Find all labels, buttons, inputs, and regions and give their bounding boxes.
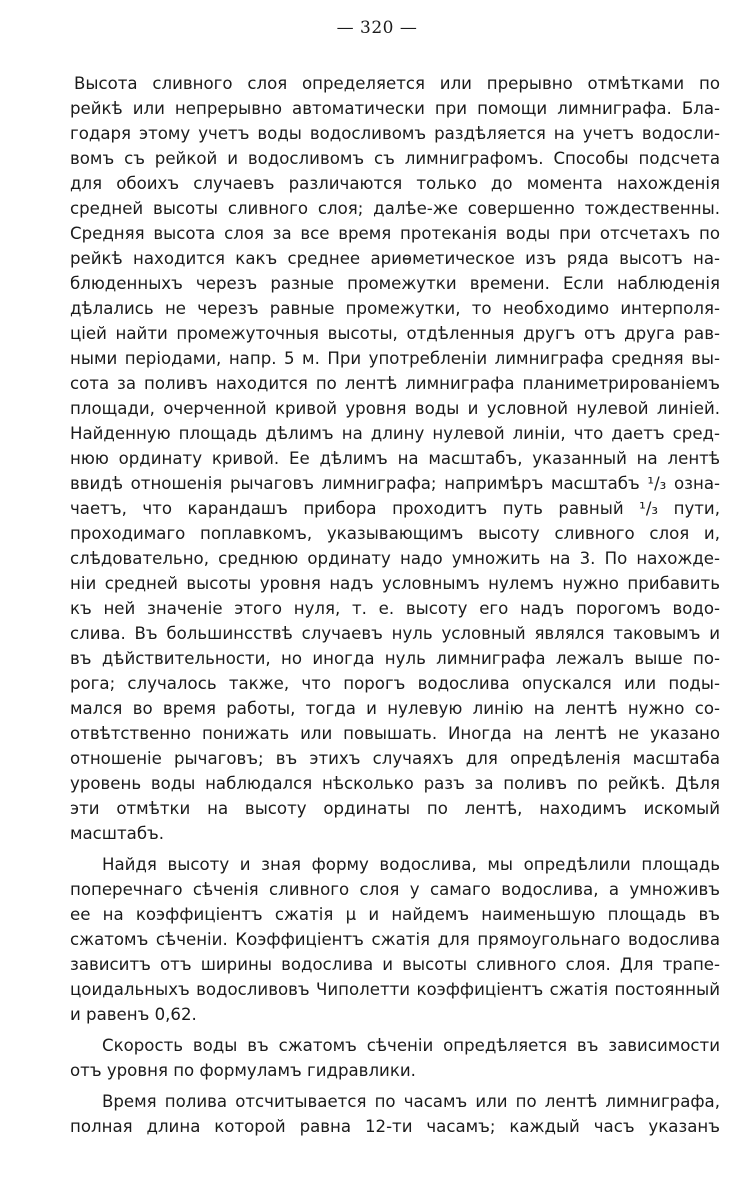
text-line: Скорость воды въ сжатомъ сѣченіи опредѣляется въ зависимости bbox=[102, 1036, 720, 1055]
text-line: масштабъ. bbox=[70, 824, 165, 843]
text-line: блюденныхъ черезъ разные промежутки времени. Если наблюденія bbox=[70, 274, 720, 293]
text-line: цоидальныхъ водосливовъ Чиполетти коэффиціентъ сжатія постоянный bbox=[70, 980, 720, 999]
text-line: ніи средней высоты уровня надъ условнымъ нулемъ нужно прибавить bbox=[70, 574, 720, 593]
text-line: и равенъ 0,62. bbox=[70, 1005, 197, 1024]
text-line: отъ уровня по формуламъ гидравлики. bbox=[70, 1061, 416, 1080]
text-line: отношеніе рычаговъ; въ этихъ случаяхъ для опредѣленія масштаба bbox=[70, 749, 720, 768]
text-line: уровень воды наблюдался нѣсколько разъ за поливъ по рейкѣ. Дѣля bbox=[70, 774, 720, 793]
text-line: Высота сливного слоя определяется или прерывно отмѣтками по bbox=[74, 74, 720, 93]
text-line: рейкѣ находится какъ среднее ариѳметическое изъ ряда высотъ на- bbox=[70, 249, 720, 268]
text-line: рога; случалось также, что порогъ водослива опускался или поды- bbox=[70, 674, 720, 693]
text-line: поперечнаго сѣченія сливного слоя у самаго водослива, а умноживъ bbox=[70, 880, 720, 899]
text-line: вомъ съ рейкой и водосливомъ съ лимниграфомъ. Способы подсчета bbox=[70, 149, 720, 168]
text-line: зависитъ отъ ширины водослива и высоты сливного слоя. Для трапе- bbox=[70, 955, 720, 974]
text-line: Время полива отсчитывается по часамъ или по лентѣ лимниграфа, bbox=[102, 1092, 720, 1111]
text-line: эти отмѣтки на высоту ординаты по лентѣ, находимъ искомый bbox=[70, 799, 720, 818]
text-line: Найденную площадь дѣлимъ на длину нулевой линіи, что даетъ сред- bbox=[70, 424, 720, 443]
text-line: слѣдовательно, среднюю ординату надо умножить на 3. По нахожде- bbox=[70, 549, 720, 568]
text-line: средней высоты сливного слоя; далѣе-же совершенно тождественны. bbox=[70, 199, 720, 218]
text-line: сота за поливъ находится по лентѣ лимниграфа планиметрированіемъ bbox=[70, 374, 720, 393]
text-line: Средняя высота слоя за все время протеканія воды при отсчетахъ по bbox=[70, 224, 720, 243]
text-line: проходимаго поплавкомъ, указывающимъ высоту сливного слоя и, bbox=[70, 524, 720, 543]
text-line: чаетъ, что карандашъ прибора проходитъ путь равный ¹/₃ пути, bbox=[70, 499, 720, 518]
text-line: слива. Въ большинсствѣ случаевъ нуль условный являлся таковымъ и bbox=[70, 624, 720, 643]
text-line: площади, очерченной кривой уровня воды и условной нулевой линіей. bbox=[70, 399, 720, 418]
text-line: рейкѣ или непрерывно автоматически при помощи лимниграфа. Бла- bbox=[70, 99, 720, 118]
text-line: годаря этому учетъ воды водосливомъ раздѣляется на учетъ водосли- bbox=[70, 124, 720, 143]
text-line: ціей найти промежуточныя высоты, отдѣленныя другъ отъ друга рав- bbox=[70, 324, 720, 343]
text-line: ными періодами, напр. 5 м. При употребленіи лимниграфа средняя вы- bbox=[70, 349, 720, 368]
text-line: отвѣтственно понижать или повышать. Иногда на лентѣ не указано bbox=[70, 724, 720, 743]
page-number: — 320 — bbox=[336, 18, 418, 38]
text-line: Найдя высоту и зная форму водослива, мы опредѣлили площадь bbox=[102, 855, 720, 874]
text-line: сжатомъ сѣченіи. Коэффиціентъ сжатія для прямоугольнаго водослива bbox=[70, 930, 720, 949]
text-line: къ ней значеніе этого нуля, т. е. высоту его надъ порогомъ водо- bbox=[70, 599, 720, 618]
text-line: ввидѣ отношенія рычаговъ лимниграфа; напримѣръ масштабъ ¹/₃ озна- bbox=[70, 474, 720, 493]
text-line: дѣлались не черезъ равные промежутки, то необходимо интерполя- bbox=[70, 299, 720, 318]
text-line: полная длина которой равна 12-ти часамъ; каждый часъ указанъ bbox=[70, 1117, 720, 1136]
text-line: ее на коэффиціентъ сжатія μ и найдемъ наименьшую площадь въ bbox=[70, 905, 720, 924]
text-line: для обоихъ случаевъ различаются только до момента нахожденія bbox=[70, 174, 720, 193]
text-line: въ дѣйствительности, но иногда нуль лимниграфа лежалъ выше по- bbox=[70, 649, 720, 668]
text-line: мался во время работы, тогда и нулевую линію на лентѣ нужно со- bbox=[70, 699, 720, 718]
text-line: нюю ординату кривой. Ее дѣлимъ на масштабъ, указанный на лентѣ bbox=[70, 449, 720, 468]
